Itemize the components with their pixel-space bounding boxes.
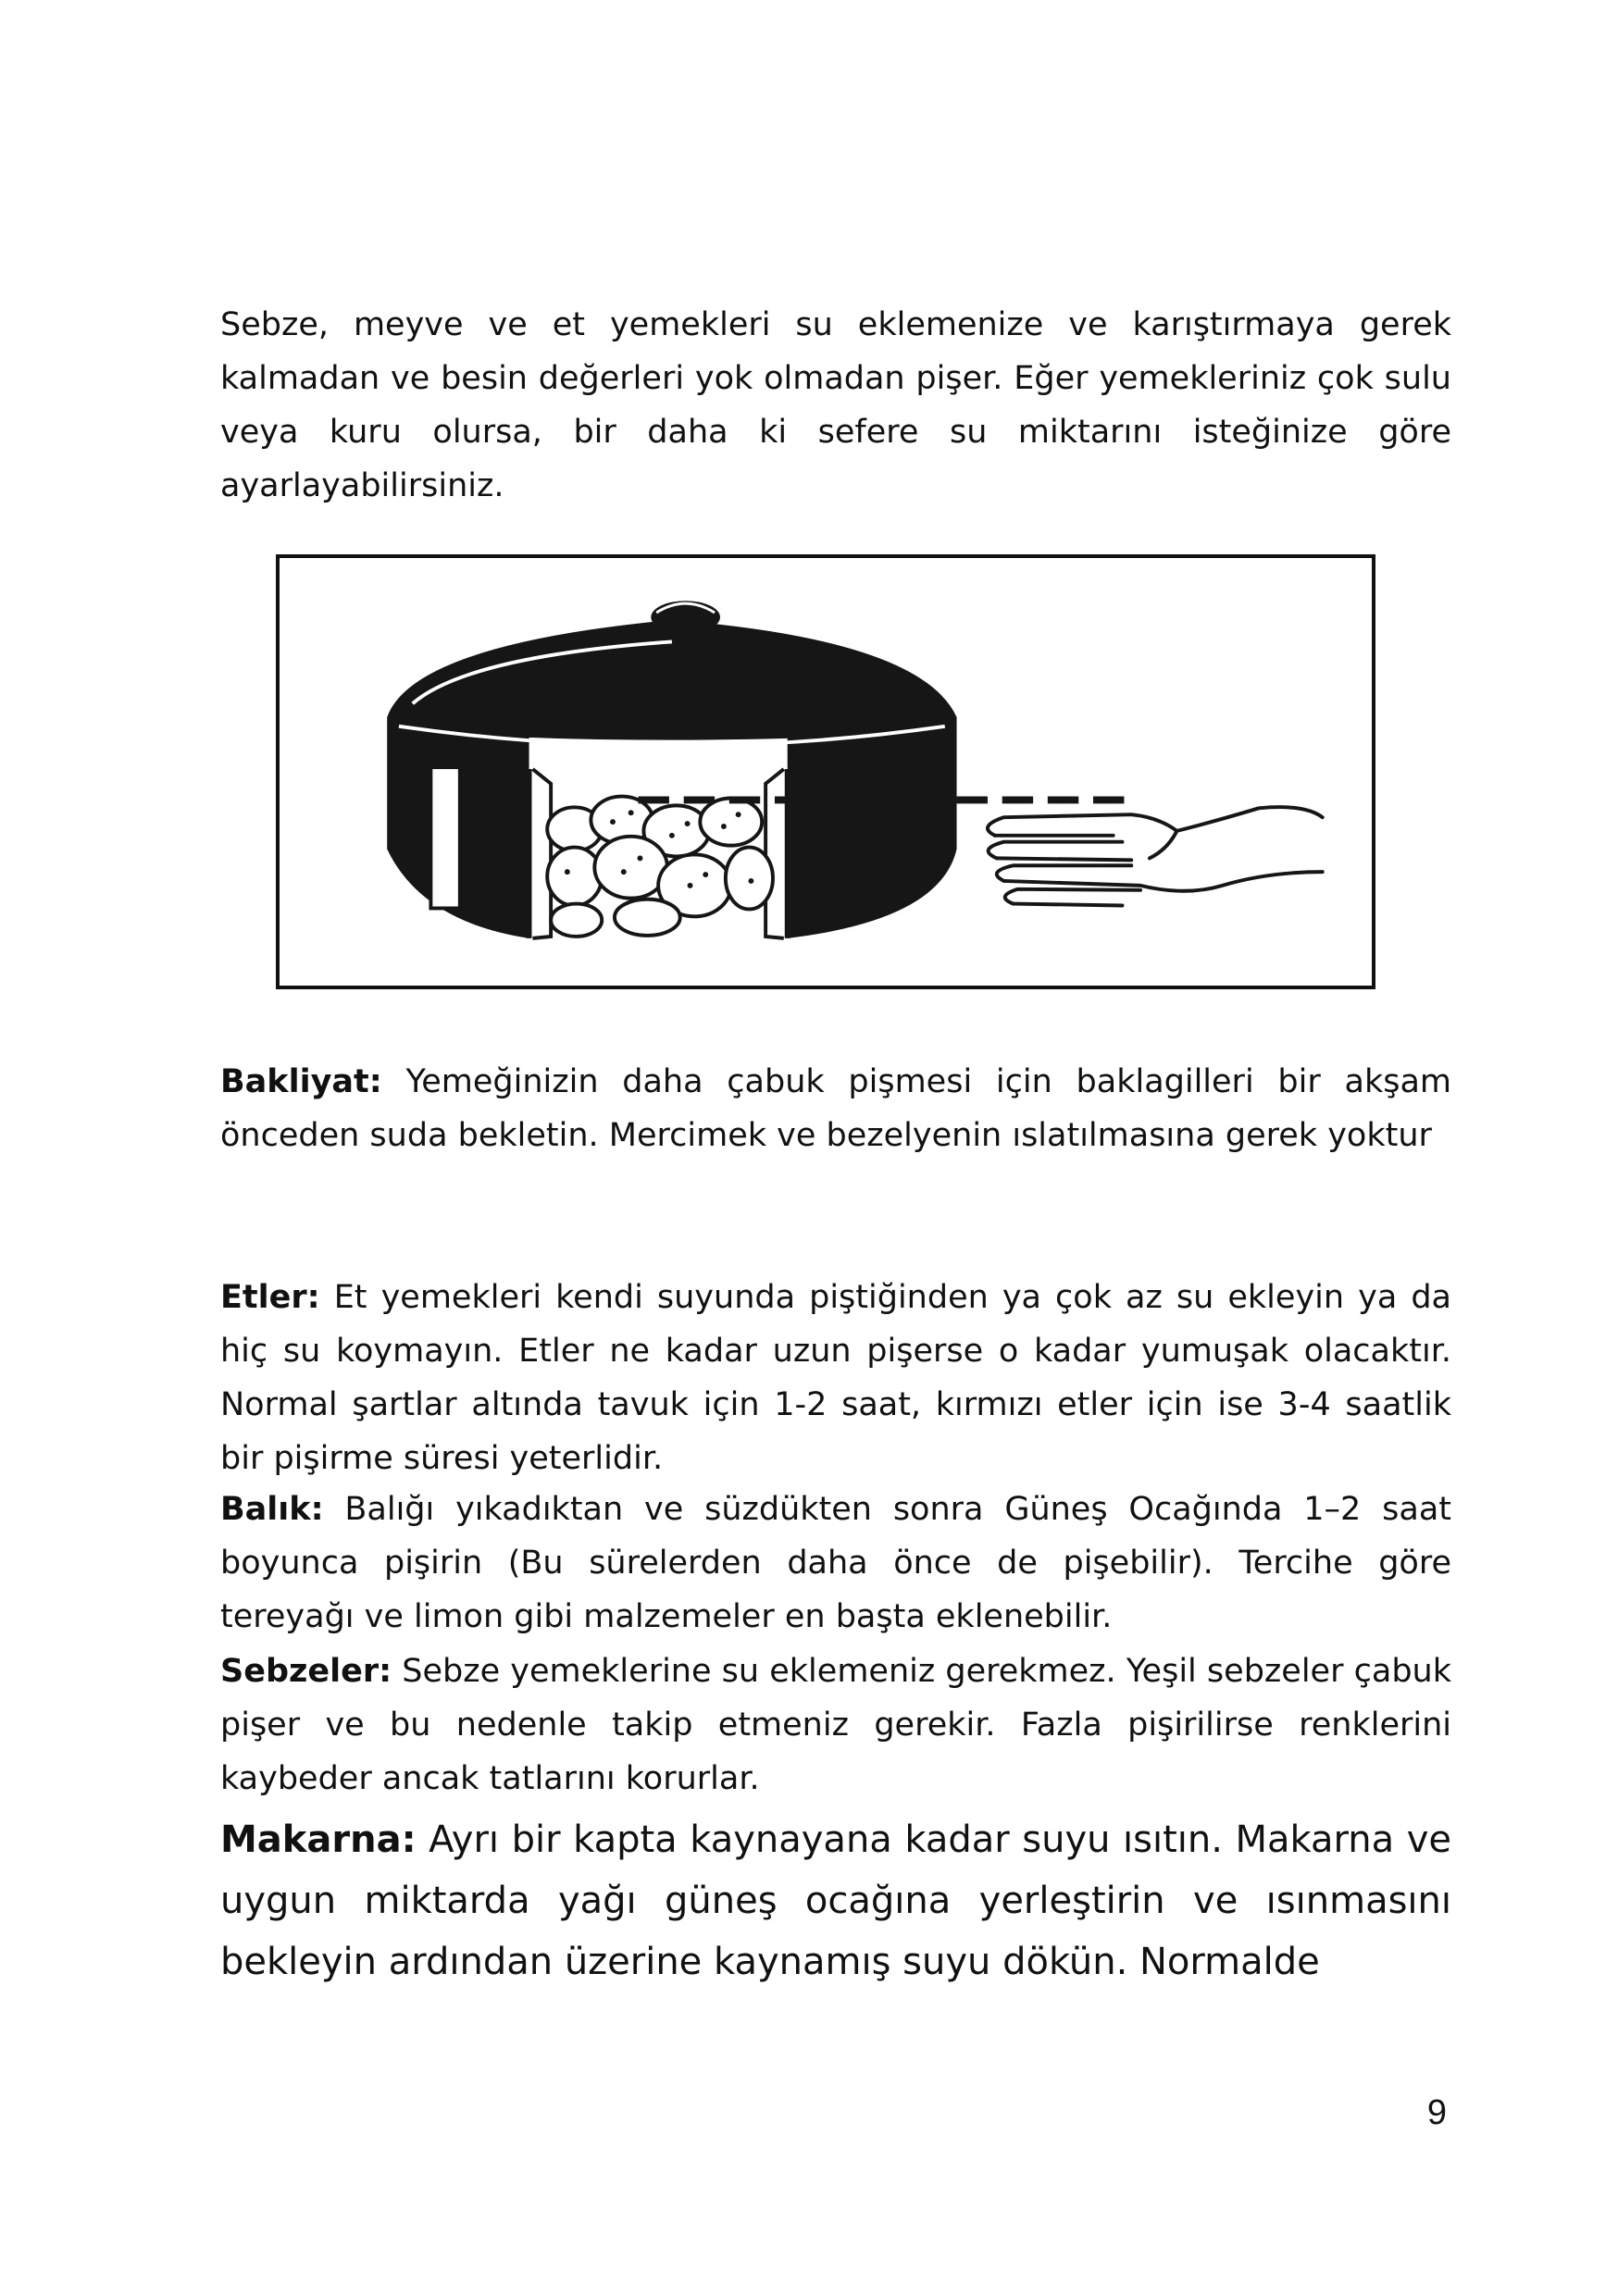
- etler-paragraph: [220, 1271, 1451, 1485]
- makarna-text: Ayrı bir kapta kaynayana kadar suyu ısıtın. Makarna ve uygun miktarda yağı güneş ocağına yerleştirin ve ısınmasını bekleyin ardından üzerine kaynamış suyu dökün. Normalde: [220, 1818, 1451, 1983]
- sebzeler-paragraph: [220, 1644, 1451, 1806]
- solar-cooker-pot-with-hand-illustration-icon: [280, 558, 1372, 986]
- etler-text: Et yemekleri kendi suyunda piştiğinden ya çok az su ekleyin ya da hiç su koymayın. Etler ne kadar uzun pişerse o kadar yumuşak olacaktır. Normal şartlar altında tavuk için 1-2 saat, kırmızı etler için ise 3-4 saatlik bir pişirme süresi yeterlidir.: [220, 1279, 1451, 1477]
- balik-paragraph: [220, 1483, 1451, 1644]
- makarna-paragraph: [220, 1809, 1451, 1992]
- intro-paragraph: [220, 298, 1451, 513]
- bakliyat-paragraph: [220, 1055, 1451, 1162]
- hand-icon: [988, 807, 1323, 905]
- page-number: 9: [1426, 2093, 1447, 2132]
- sebzeler-text: Sebze yemeklerine su eklemeniz gerekmez. Yeşil sebzeler çabuk pişer ve bu nedenle takip etmeniz gerekir. Fazla pişirilirse renklerini kaybeder ancak tatlarını korurlar.: [220, 1653, 1451, 1797]
- bakliyat-label: Bakliyat:: [220, 1063, 382, 1100]
- lid-knob: [651, 601, 720, 633]
- intro-text: Sebze, meyve ve et yemekleri su eklemenize ve karıştırmaya gerek kalmadan ve besin değerleri yok olmadan pişer. Eğer yemekleriniz çok sulu veya kuru olursa, bir daha ki sefere su miktarını isteğinize göre ayarlayabilirsiniz.: [220, 306, 1451, 504]
- pot-illustration: [276, 554, 1375, 989]
- makarna-label: Makarna:: [220, 1818, 417, 1861]
- pot-side-window: [430, 767, 459, 908]
- pot-body-right: [788, 717, 957, 938]
- bakliyat-text: Yemeğinizin daha çabuk pişmesi için baklagilleri bir akşam önceden suda bekletin. Mercimek ve bezelyenin ıslatılmasına gerek yoktur: [220, 1063, 1451, 1154]
- balik-text: Balığı yıkadıktan ve süzdükten sonra Güneş Ocağında 1–2 saat boyunca pişirin (Bu sürelerden daha önce de pişebilir). Tercihe göre tereyağı ve limon gibi malzemeler en başta eklenebilir.: [220, 1491, 1451, 1635]
- sebzeler-label: Sebzeler:: [220, 1653, 392, 1690]
- balik-label: Balık:: [220, 1491, 324, 1528]
- pot-lid: [387, 620, 956, 740]
- etler-label: Etler:: [220, 1279, 320, 1316]
